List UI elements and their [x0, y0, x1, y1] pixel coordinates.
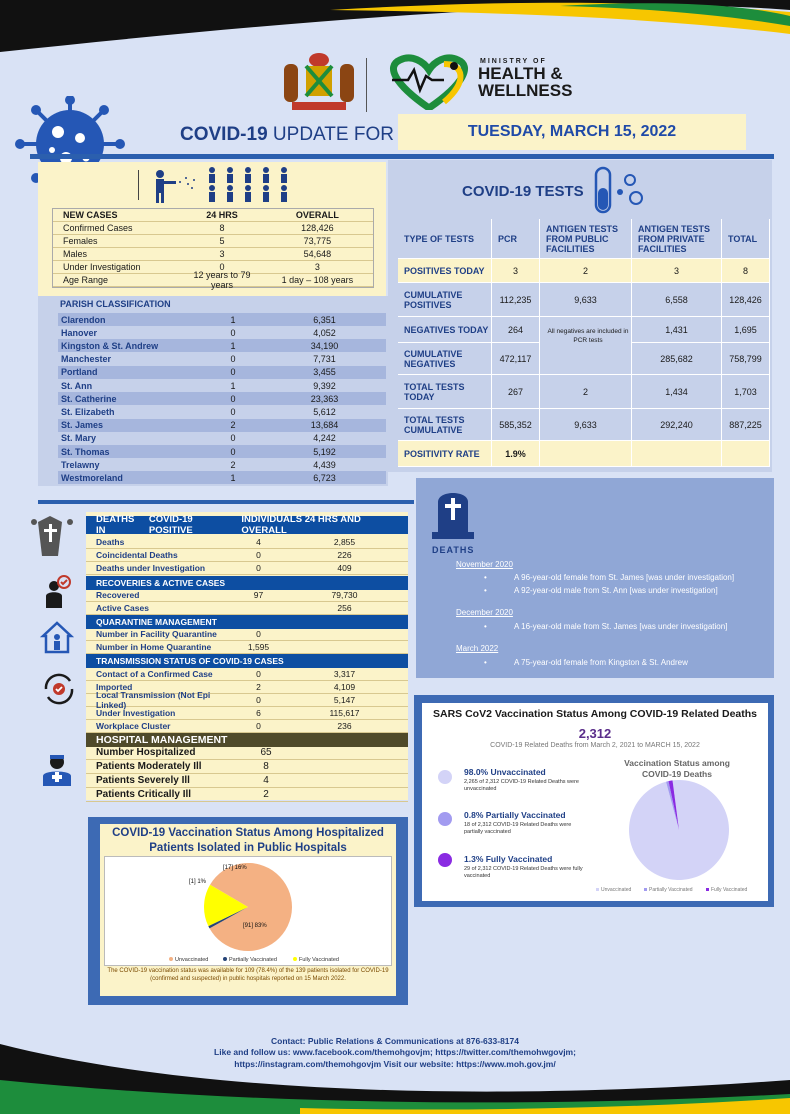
overall-header: OVERALL — [295, 210, 339, 220]
antigen-public-value: 9,633 — [540, 283, 632, 317]
title-update-text: UPDATE FOR — [267, 124, 394, 145]
parish-overall: 4,052 — [313, 327, 336, 338]
row-label: TOTAL TESTS CUMULATIVE — [398, 409, 492, 441]
parish-24h: 0 — [230, 367, 236, 378]
antigen-public-value: 9,633 — [540, 409, 632, 441]
row-24h: 97 — [253, 590, 264, 600]
deaths-pie-svg — [590, 780, 768, 898]
row-label: Contact of a Confirmed Case — [96, 669, 213, 679]
header-divider — [30, 154, 774, 159]
row-label: CUMULATIVE NEGATIVES — [398, 343, 492, 375]
parish-24h: 0 — [230, 393, 236, 404]
table-row — [86, 549, 408, 562]
transmission-title-pre: TRANSMISSION STATUS OF — [96, 656, 211, 666]
empty-cell — [722, 441, 770, 467]
table-row — [86, 690, 408, 710]
footer-social: Like and follow us: www.facebook.com/themohgovjm; https://twitter.com/themohwgovjm; — [214, 1047, 576, 1058]
parish-overall: 3,455 — [313, 367, 336, 378]
recovery-person-icon — [42, 574, 72, 610]
parish-overall: 13,684 — [310, 420, 339, 431]
row-24h: 6 — [256, 708, 261, 718]
antigen-private-value: 285,682 — [632, 343, 722, 375]
legend-swatch — [706, 888, 709, 891]
row-24h: 0 — [256, 669, 261, 679]
parish-24h: 0 — [230, 327, 236, 338]
row-overall: 1 day – 108 years — [281, 275, 354, 285]
positivity-rate-row — [398, 441, 770, 467]
legend-label: Unvaccinated — [601, 887, 632, 893]
total-value: 887,225 — [722, 409, 770, 441]
pcr-value: 3 — [492, 259, 540, 283]
total-value: 758,799 — [722, 343, 770, 375]
table-row — [86, 707, 408, 720]
bullet-dot: • — [484, 586, 487, 595]
total-header: TOTAL — [722, 219, 770, 259]
row-24h: 0 — [256, 629, 261, 639]
legend-swatch — [293, 957, 297, 961]
deaths-label: DEATHS — [432, 545, 475, 555]
table-row — [86, 668, 408, 681]
parish-row — [58, 353, 386, 366]
total-value: 1,695 — [722, 317, 770, 343]
pcr-header: PCR — [492, 219, 540, 259]
row-overall: 409 — [337, 563, 352, 573]
deaths-table-title — [86, 516, 408, 534]
antigen-private-header: ANTIGEN TESTS FROM PRIVATE FACILITIES — [632, 219, 722, 259]
deaths-title-pre: DEATHS IN — [96, 514, 135, 536]
row-24h: 8 — [219, 223, 225, 233]
parish-name: Kingston & St. Andrew — [61, 340, 159, 351]
parish-row — [58, 419, 386, 432]
parish-name: St. Elizabeth — [61, 406, 115, 417]
hospital-pie-svg — [105, 857, 391, 965]
house-quarantine-icon — [40, 620, 74, 654]
parish-name: St. Mary — [61, 433, 97, 444]
parish-name: St. Thomas — [61, 446, 110, 457]
parish-24h: 1 — [230, 472, 236, 483]
parish-name: Westmoreland — [61, 472, 123, 483]
antigen-public-value: 2 — [540, 259, 632, 283]
row-overall: 73,775 — [303, 236, 332, 246]
ministry-of-text: MINISTRY OF — [480, 58, 547, 65]
bullet-dot: • — [484, 658, 487, 667]
parish-24h: 2 — [230, 459, 236, 470]
row-24h: 0 — [256, 695, 261, 705]
parish-row — [58, 392, 386, 405]
pcr-value: 1.9% — [492, 441, 540, 467]
deaths-title-bold: COVID-19 POSITIVE — [148, 514, 193, 536]
row-overall: 226 — [337, 550, 352, 560]
legend-swatch — [169, 957, 173, 961]
row-overall: 4,109 — [333, 682, 356, 692]
row-24h: 0 — [256, 563, 261, 573]
antigen-private-value: 6,558 — [632, 283, 722, 317]
row-label: Confirmed Cases — [63, 223, 133, 233]
page-title — [180, 124, 394, 146]
negatives-note-cell-lower — [540, 343, 632, 375]
row-24h: 0 — [219, 262, 225, 272]
row-label: Under Investigation — [96, 708, 176, 718]
negatives-note: All negatives are included in PCR tests — [547, 328, 629, 345]
row-label: Number in Facility Quarantine — [96, 629, 217, 639]
new-cases-divider — [138, 170, 139, 200]
legend-label: Unvaccinated — [175, 957, 209, 963]
parish-name: Hanover — [61, 327, 98, 338]
parish-overall: 6,723 — [313, 472, 336, 483]
parish-overall: 7,731 — [313, 354, 336, 365]
row-24h: 1,595 — [247, 642, 270, 652]
section-divider — [38, 500, 414, 504]
unvaccinated-dot — [438, 770, 452, 784]
doctor-icon — [40, 752, 74, 786]
table-row — [86, 628, 408, 641]
tombstone-icon — [430, 486, 476, 540]
row-24h: 0 — [256, 550, 261, 560]
parish-overall: 4,439 — [313, 459, 336, 470]
people-spray-icon — [150, 164, 300, 204]
row-24h: 2 — [256, 682, 261, 692]
row-overall: 256 — [337, 603, 352, 613]
tests-header-row — [398, 219, 770, 259]
footer-website: https://instagram.com/themohgovjm Visit our website: https://www.moh.gov.jm/ — [234, 1058, 556, 1069]
death-item: A 92-year-old male from St. Ann [was under investigation] — [514, 586, 718, 595]
hospital-vaccination-title: COVID-19 Vaccination Status Among Hospitalized Patients Isolated in Public Hospitals — [112, 827, 384, 854]
deaths-title-post: INDIVIDUALS 24 HRS AND OVERALL — [241, 514, 361, 536]
ministry-wordmark — [478, 58, 572, 99]
table-row — [53, 248, 373, 261]
pcr-value: 472,117 — [492, 343, 540, 375]
row-overall: 2,855 — [333, 537, 356, 547]
row-label: CUMULATIVE POSITIVES — [398, 283, 492, 317]
logo-divider — [366, 58, 367, 112]
parish-row — [58, 458, 386, 471]
legend-swatch — [596, 888, 599, 891]
ministry-health-text: HEALTH — [478, 64, 546, 83]
hospital-vaccination-chart — [104, 856, 392, 966]
row-label: Deaths — [96, 537, 125, 547]
antigen-private-value: 1,431 — [632, 317, 722, 343]
new-cases-table — [52, 208, 374, 288]
parish-row — [58, 366, 386, 379]
pcr-value: 112,235 — [492, 283, 540, 317]
parish-row — [58, 379, 386, 392]
pcr-value: 585,352 — [492, 409, 540, 441]
partially-vaccinated-pct: 0.8% Partially Vaccinated — [464, 810, 566, 820]
transmission-title — [86, 654, 408, 668]
parish-24h: 1 — [230, 340, 236, 351]
new-cases-header-row — [53, 209, 373, 222]
row-overall: 79,730 — [331, 590, 358, 600]
table-row — [86, 536, 408, 549]
recoveries-title: RECOVERIES & ACTIVE CASES — [86, 576, 408, 590]
parish-row — [58, 471, 386, 484]
parish-name: St. James — [61, 420, 104, 431]
legend-label: Fully Vaccinated — [299, 957, 339, 963]
legend-label: Partially Vaccinated — [649, 887, 693, 893]
deaths-month-2: December 2020 — [456, 608, 513, 617]
fully-vaccinated-dot — [438, 853, 452, 867]
parish-overall: 23,363 — [310, 393, 339, 404]
empty-cell — [632, 441, 722, 467]
row-overall: 54,648 — [303, 249, 332, 259]
hospital-title: HOSPITAL MANAGEMENT — [86, 733, 408, 747]
row-overall: 3 — [314, 262, 320, 272]
tests-title: COVID-19 TESTS — [462, 183, 584, 200]
type-header: TYPE OF TESTS — [398, 219, 492, 259]
empty-cell — [540, 441, 632, 467]
ministry-wellness-text: WELLNESS — [478, 81, 573, 100]
heart-logo-icon — [384, 54, 474, 110]
row-overall: 128,426 — [301, 223, 334, 233]
row-label: POSITIVES TODAY — [398, 259, 492, 283]
row-24h: 5 — [219, 236, 225, 246]
parish-24h: 0 — [230, 406, 236, 417]
new-cases-header: NEW CASES — [63, 210, 118, 220]
parish-row — [58, 313, 386, 326]
row-value: 65 — [260, 747, 272, 758]
row-label: Number Hospitalized — [96, 747, 196, 758]
row-label: Age Range — [63, 275, 109, 285]
cumulative-negatives-row — [398, 343, 770, 375]
unvaccinated-desc: 2,265 of 2,312 COVID-19 Related Deaths were unvaccinated — [464, 779, 579, 792]
fully-vaccinated-desc: 29 of 2,312 COVID-19 Related Deaths were fully vaccinated — [464, 866, 583, 879]
deaths-month-1: November 2020 — [456, 560, 513, 569]
total-tests-today-row — [398, 375, 770, 409]
pie-data-label: [17] 16% — [223, 865, 247, 871]
parish-24h: 0 — [230, 446, 236, 457]
row-label: Patients Moderately Ill — [96, 761, 202, 772]
hospital-row — [86, 774, 408, 788]
hospital-row — [86, 760, 408, 774]
antigen-public-header: ANTIGEN TESTS FROM PUBLIC FACILITIES — [540, 219, 632, 259]
antigen-private-value: 292,240 — [632, 409, 722, 441]
24hrs-header: 24 HRS — [206, 210, 238, 220]
row-24h: 0 — [256, 721, 261, 731]
row-label: Under Investigation — [63, 262, 141, 272]
legend-label: Fully Vaccinated — [711, 887, 748, 893]
row-overall: 5,147 — [333, 695, 356, 705]
death-item: A 16-year-old male from St. James [was under investigation] — [514, 622, 728, 631]
pie-data-label: [1] 1% — [189, 879, 207, 885]
row-label: Local Transmission (Not Epi Linked) — [96, 690, 211, 710]
row-label: Females — [63, 236, 98, 246]
legend-swatch — [644, 888, 647, 891]
footer-contact: Contact: Public Relations & Communications at 876-633-8174 — [271, 1036, 519, 1046]
row-24h: 4 — [256, 537, 261, 547]
parish-name: Portland — [61, 367, 98, 378]
row-label: Males — [63, 249, 88, 259]
antigen-private-value: 1,434 — [632, 375, 722, 409]
transmission-title-bold: COVID-19 CASES — [212, 656, 284, 666]
total-value: 1,703 — [722, 375, 770, 409]
footer — [100, 1036, 690, 1070]
row-overall: 3,317 — [333, 669, 356, 679]
deaths-count: 2,312 — [578, 726, 612, 741]
row-label: Patients Critically Ill — [96, 789, 192, 800]
parish-row — [58, 432, 386, 445]
parish-title: PARISH CLASSIFICATION — [60, 299, 171, 309]
parish-overall: 9,392 — [313, 380, 336, 391]
parish-name: St. Ann — [61, 380, 93, 391]
antigen-public-value: 2 — [540, 375, 632, 409]
parish-name: Clarendon — [61, 314, 106, 325]
date-banner: TUESDAY, MARCH 15, 2022 — [398, 114, 746, 150]
title-covid-text: COVID-19 — [180, 124, 268, 145]
parish-name: St. Catherine — [61, 393, 117, 404]
positives-today-row — [398, 259, 770, 283]
table-row — [53, 222, 373, 235]
total-value: 8 — [722, 259, 770, 283]
hospital-row — [86, 746, 408, 760]
row-overall: 236 — [337, 721, 352, 731]
partially-vaccinated-desc: 18 of 2,312 COVID-19 Related Deaths were partially vaccinated — [464, 822, 572, 835]
row-24h: 3 — [219, 249, 225, 259]
table-row — [53, 270, 373, 290]
transmission-cycle-icon — [40, 672, 78, 706]
parish-24h: 0 — [230, 354, 236, 365]
fully-vaccinated-pct: 1.3% Fully Vaccinated — [464, 854, 553, 864]
parish-overall: 4,242 — [313, 433, 336, 444]
row-value: 4 — [263, 775, 269, 786]
row-label: Coincidental Deaths — [96, 550, 178, 560]
parish-row — [58, 445, 386, 458]
row-label: NEGATIVES TODAY — [398, 317, 492, 343]
table-row — [86, 602, 408, 615]
legend-label: Partially Vaccinated — [229, 957, 277, 963]
hospital-row — [86, 788, 408, 802]
deaths-month-3: March 2022 — [456, 644, 499, 653]
parish-24h: 1 — [230, 314, 236, 325]
row-label: Imported — [96, 682, 133, 692]
partially-vaccinated-dot — [438, 812, 452, 826]
row-label: Deaths under Investigation — [96, 563, 206, 573]
unvaccinated-pct: 98.0% Unvaccinated — [464, 767, 546, 777]
row-label: POSITIVITY RATE — [398, 441, 492, 467]
table-row — [53, 235, 373, 248]
pie-data-label: [91] 83% — [243, 923, 267, 929]
deaths-vaccination-title: SARS CoV2 Vaccination Status Among COVID-19 Related Deaths — [432, 708, 758, 720]
antigen-private-value: 3 — [632, 259, 722, 283]
table-row — [86, 562, 408, 575]
row-value: 8 — [263, 761, 269, 772]
row-label: Number in Home Quarantine — [96, 642, 212, 652]
row-24h: 12 years to 79 years — [193, 270, 251, 290]
parish-overall: 34,190 — [310, 340, 339, 351]
pcr-value: 264 — [492, 317, 540, 343]
test-tube-icon — [588, 166, 648, 216]
row-value: 2 — [263, 789, 269, 800]
row-label: Recovered — [96, 590, 140, 600]
parish-overall: 6,351 — [313, 314, 336, 325]
parish-row — [58, 339, 386, 352]
hospital-vaccination-note: The COVID-19 vaccination status was available for 109 (78.4%) of the 139 patients isolated for COVID-19 (confirmed and suspected) in public hospitals reported on 15 March 2022. — [107, 968, 389, 982]
death-item: A 96-year-old female from St. James [was under investigation] — [514, 573, 735, 582]
bullet-dot: • — [484, 622, 487, 631]
parish-24h: 0 — [230, 433, 236, 444]
table-row — [86, 589, 408, 602]
row-label: Active Cases — [96, 603, 149, 613]
table-row — [86, 720, 408, 733]
parish-24h: 1 — [230, 380, 236, 391]
coat-of-arms-logo — [278, 50, 360, 116]
table-row — [86, 641, 408, 654]
row-label: TOTAL TESTS TODAY — [398, 375, 492, 409]
legend-swatch — [223, 957, 227, 961]
ministry-amp-text: & — [550, 64, 563, 83]
quarantine-title: QUARANTINE MANAGEMENT — [86, 615, 408, 629]
parish-row — [58, 326, 386, 339]
coffin-icon — [28, 514, 76, 558]
cumulative-positives-row — [398, 283, 770, 317]
deaths-pie-title: Vaccination Status among COVID-19 Deaths — [624, 758, 730, 780]
row-label: Patients Severely Ill — [96, 775, 190, 786]
row-overall: 115,617 — [329, 708, 360, 718]
bullet-dot: • — [484, 573, 487, 582]
parish-name: Trelawny — [61, 459, 100, 470]
parish-row — [58, 405, 386, 418]
parish-24h: 2 — [230, 420, 236, 431]
parish-name: Manchester — [61, 354, 112, 365]
parish-overall: 5,192 — [313, 446, 336, 457]
row-label: Workplace Cluster — [96, 721, 171, 731]
total-tests-cumulative-row — [398, 409, 770, 441]
parish-overall: 5,612 — [313, 406, 336, 417]
deaths-vaccination-subtitle: COVID-19 Related Deaths from March 2, 2021 to MARCH 15, 2022 — [490, 742, 700, 749]
pcr-value: 267 — [492, 375, 540, 409]
total-value: 128,426 — [722, 283, 770, 317]
death-item: A 75-year-old female from Kingston & St. Andrew — [514, 658, 688, 667]
